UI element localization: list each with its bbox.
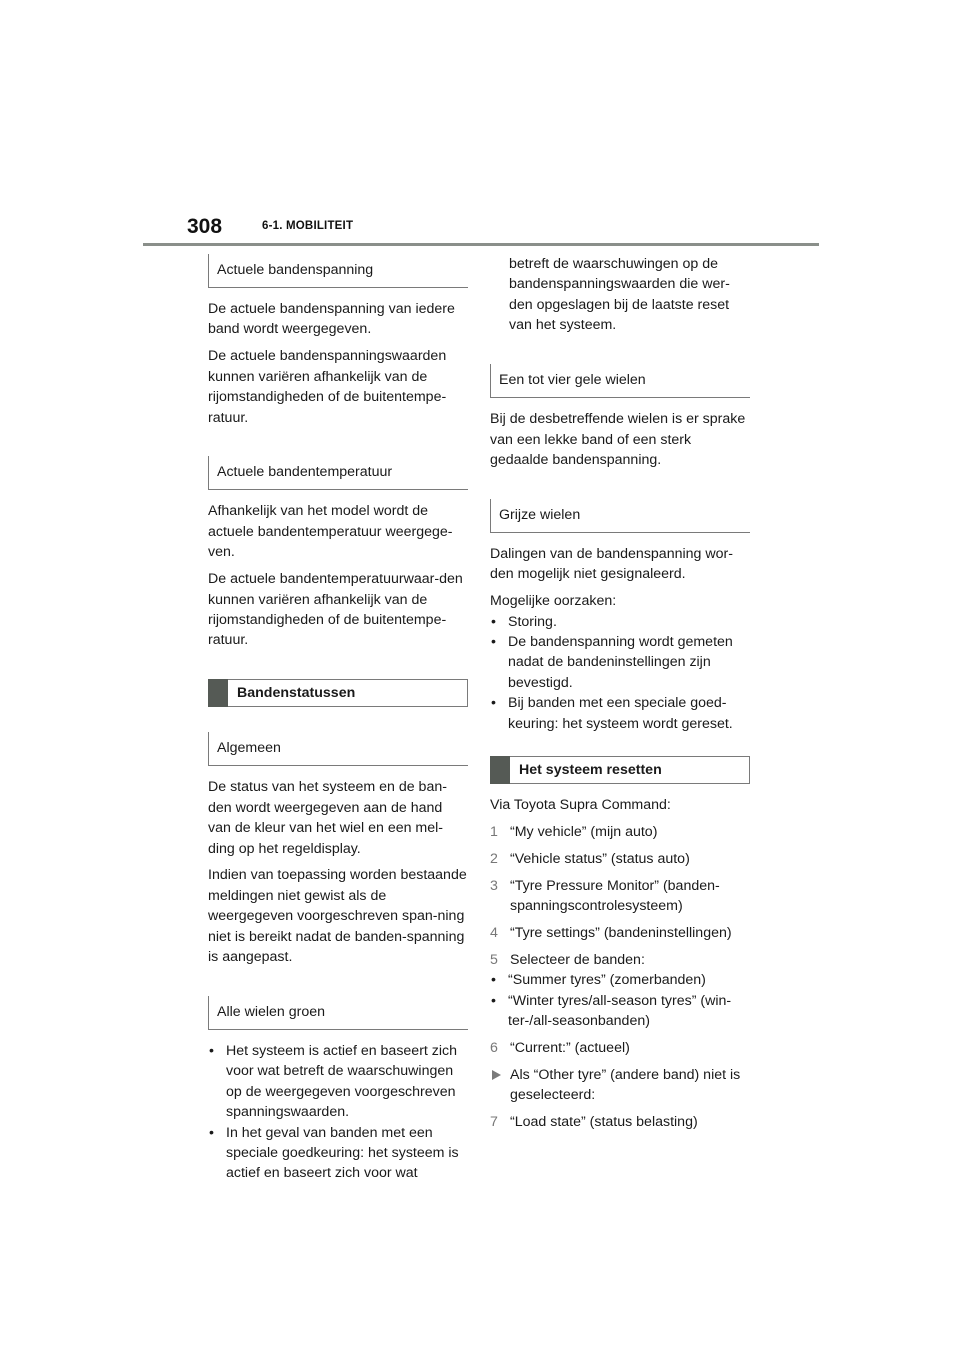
conditional-note [490, 1065, 750, 1106]
heading-marker [208, 679, 228, 707]
paragraph: De status van het systeem en de ban-den wordt weergegeven aan de hand van de kleur van het wiel en een mel-ding op het regeldisplay. [208, 779, 447, 857]
paragraph-continuation: betreft de waarschuwingen op de bandenspanningswaarden die wer-den opgeslagen bij de laatste reset van het systeem. [509, 256, 730, 334]
heading-reset-system [490, 756, 750, 784]
heading-yellow-wheels: Een tot vier gele wielen [490, 364, 750, 398]
step-text: “My vehicle” (mijn auto) [510, 823, 658, 840]
right-column [490, 254, 750, 1139]
step-number: 4 [490, 925, 498, 942]
heading-text: Het systeem resetten [519, 762, 662, 778]
step-text: Selecteer de banden: [510, 951, 645, 968]
left-column [208, 254, 468, 1184]
step-text: “Vehicle status” (status auto) [510, 850, 690, 867]
heading-text: Bandenstatussen [237, 685, 356, 702]
step-item [490, 950, 750, 970]
paragraph: Dalingen van de bandenspanning wor-den mogelijk niet gesignaleerd. [490, 545, 733, 583]
section-label: 6-1. MOBILITEIT [262, 220, 354, 232]
heading-marker [490, 756, 510, 784]
list-item: • “Summer tyres” (zomerbanden) [490, 970, 750, 990]
list-item: • Bij banden met een speciale goed-keuring: het systeem wordt gereset. [490, 693, 750, 734]
step-item [490, 849, 750, 869]
step-number: 2 [490, 850, 498, 867]
list-item: • In het geval van banden met een speciale goedkeuring: het systeem is actief en baseert zich voor wat [208, 1123, 468, 1184]
step-item [490, 822, 750, 842]
step-number: 1 [490, 823, 498, 840]
paragraph: De actuele bandenspanning van iedere band wordt weergegeven. [208, 301, 455, 338]
step-number: 7 [490, 1114, 498, 1131]
paragraph: Afhankelijk van het model wordt de actuele bandentemperatuur weergege-ven. [208, 503, 453, 561]
step-item [490, 923, 750, 943]
list-item: • Het systeem is actief en baseert zich voor wat betreft de waarschuwingen op de weergegeven voorgeschreven spanningswaarden. [208, 1041, 468, 1123]
step-item [490, 1038, 750, 1058]
note-text: Als “Other tyre” (andere band) niet is geselecteerd: [510, 1066, 741, 1104]
step-text: “Current:” (actueel) [510, 1040, 630, 1057]
heading-general: Algemeen [208, 732, 468, 766]
header-rule [143, 243, 819, 246]
step-item [490, 876, 750, 917]
paragraph: De actuele bandentemperatuurwaar-den kunnen variëren afhankelijk van de rijomstandigheden of de buitentempe-ratuur. [208, 571, 463, 649]
page-number: 308 [187, 215, 223, 238]
heading-all-green: Alle wielen groen [208, 996, 468, 1030]
paragraph: Indien van toepassing worden bestaande meldingen niet gewist als de weergegeven voorgeschreven span-ning niet is bereikt nadat de banden-spanning is aangepast. [208, 867, 467, 966]
heading-tire-statuses [208, 679, 468, 707]
list-item: • De bandenspanning wordt gemeten nadat de bandeninstellingen zijn bevestigd. [490, 632, 750, 693]
paragraph: Via Toyota Supra Command: [490, 797, 671, 813]
paragraph: Bij de desbetreffende wielen is er sprake van een lekke band of een sterk gedaalde bandenspanning. [490, 411, 746, 468]
step-text: “Tyre settings” (bandeninstellingen) [510, 925, 732, 942]
step-text: “Load state” (status belasting) [510, 1114, 698, 1131]
step-number: 3 [490, 877, 498, 894]
step-number: 5 [490, 951, 498, 968]
heading-actual-pressure: Actuele bandenspanning [208, 254, 468, 288]
heading-grey-wheels: Grijze wielen [490, 499, 750, 533]
step-item [490, 1112, 750, 1132]
heading-actual-temperature: Actuele bandentemperatuur [208, 456, 468, 490]
paragraph: De actuele bandenspanningswaarden kunnen variëren afhankelijk van de rijomstandigheden of de buitentempe-ratuur. [208, 348, 447, 426]
list-item: • Storing. [490, 612, 750, 632]
causes-label: Mogelijke oorzaken: [490, 593, 617, 610]
arrow-right-icon [492, 1070, 501, 1080]
list-item: • “Winter tyres/all-season tyres” (win-ter-/all-seasonbanden) [490, 991, 750, 1032]
step-number: 6 [490, 1040, 498, 1057]
step-text: “Tyre Pressure Monitor” (banden-spanningscontrolesysteem) [510, 877, 720, 915]
